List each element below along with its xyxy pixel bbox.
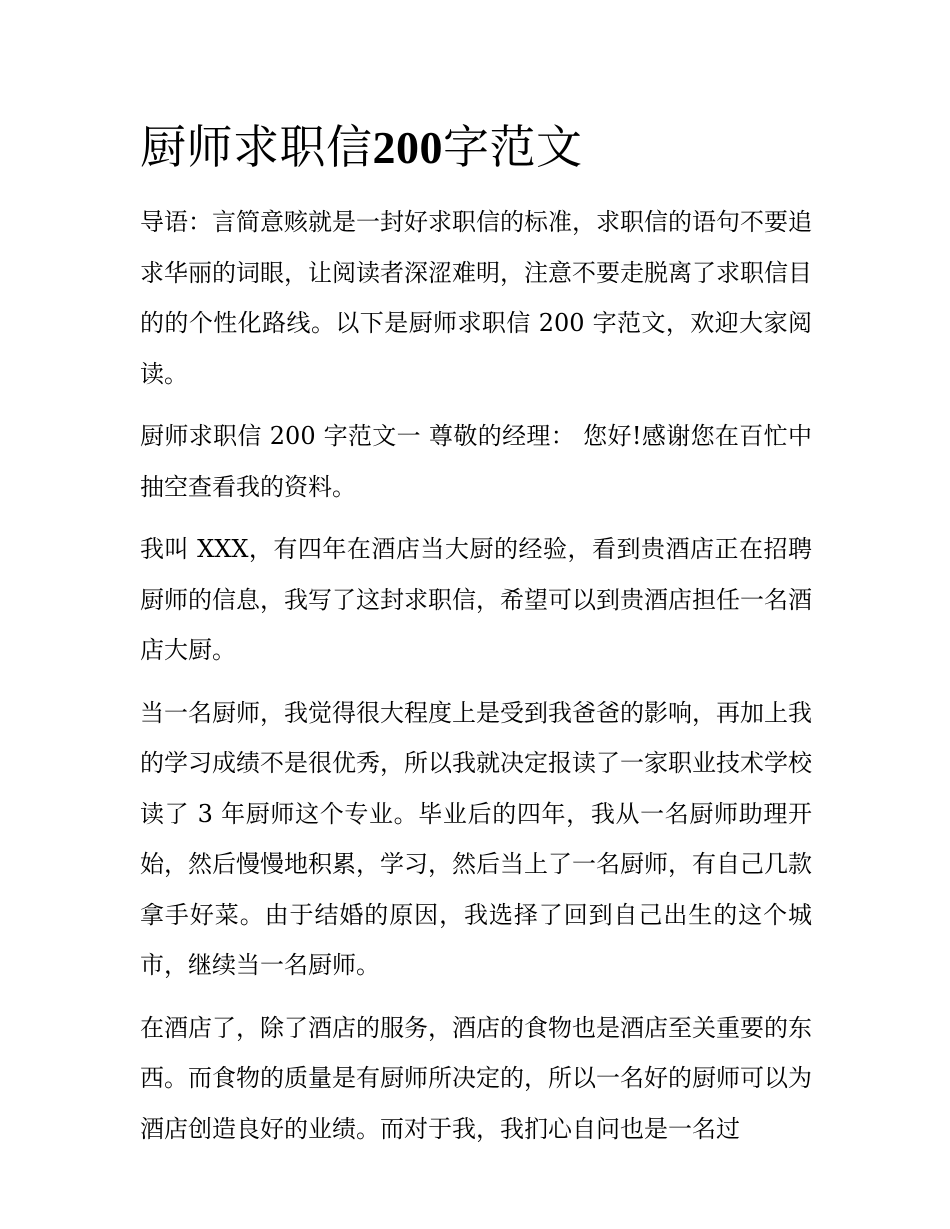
self-introduction-paragraph: 我叫 XXX，有四年在酒店当大厨的经验，看到贵酒店正在招聘厨师的信息，我写了这封求职信，希望可以到贵酒店担任一名酒店大厨。 [140, 535, 812, 664]
title-suffix: 字范文 [443, 120, 583, 174]
document-title [140, 112, 812, 183]
document-page [140, 112, 812, 1154]
title-prefix: 厨师求职信 [140, 120, 373, 174]
background-paragraph: 当一名厨师，我觉得很大程度上是受到我爸爸的影响，再加上我的学习成绩不是很优秀，所以我就决定报读了一家职业技术学校读了 3 年厨师这个专业。毕业后的四年，我从一名厨师助理开始，然后慢慢地积累，学习，然后当上了一名厨师，有自己几款拿手好菜。由于结婚的原因，我选择了回到自己出生的这个城市，继续当一名厨师。 [140, 698, 812, 979]
greeting-paragraph: 厨师求职信 200 字范文一 尊敬的经理： 您好!感谢您在百忙中抽空查看我的资料。 [140, 422, 812, 501]
closing-paragraph: 在酒店了，除了酒店的服务，酒店的食物也是酒店至关重要的东西。而食物的质量是有厨师所决定的，所以一名好的厨师可以为酒店创造良好的业绩。而对于我，我扪心自问也是一名过 [140, 1013, 812, 1143]
intro-paragraph: 导语：言简意赅就是一封好求职信的标准，求职信的语句不要追求华丽的词眼，让阅读者深涩难明，注意不要走脱离了求职信目的的个性化路线。以下是厨师求职信 200 字范文，欢迎大家阅读。 [140, 208, 812, 388]
title-number: 200 [372, 122, 443, 173]
